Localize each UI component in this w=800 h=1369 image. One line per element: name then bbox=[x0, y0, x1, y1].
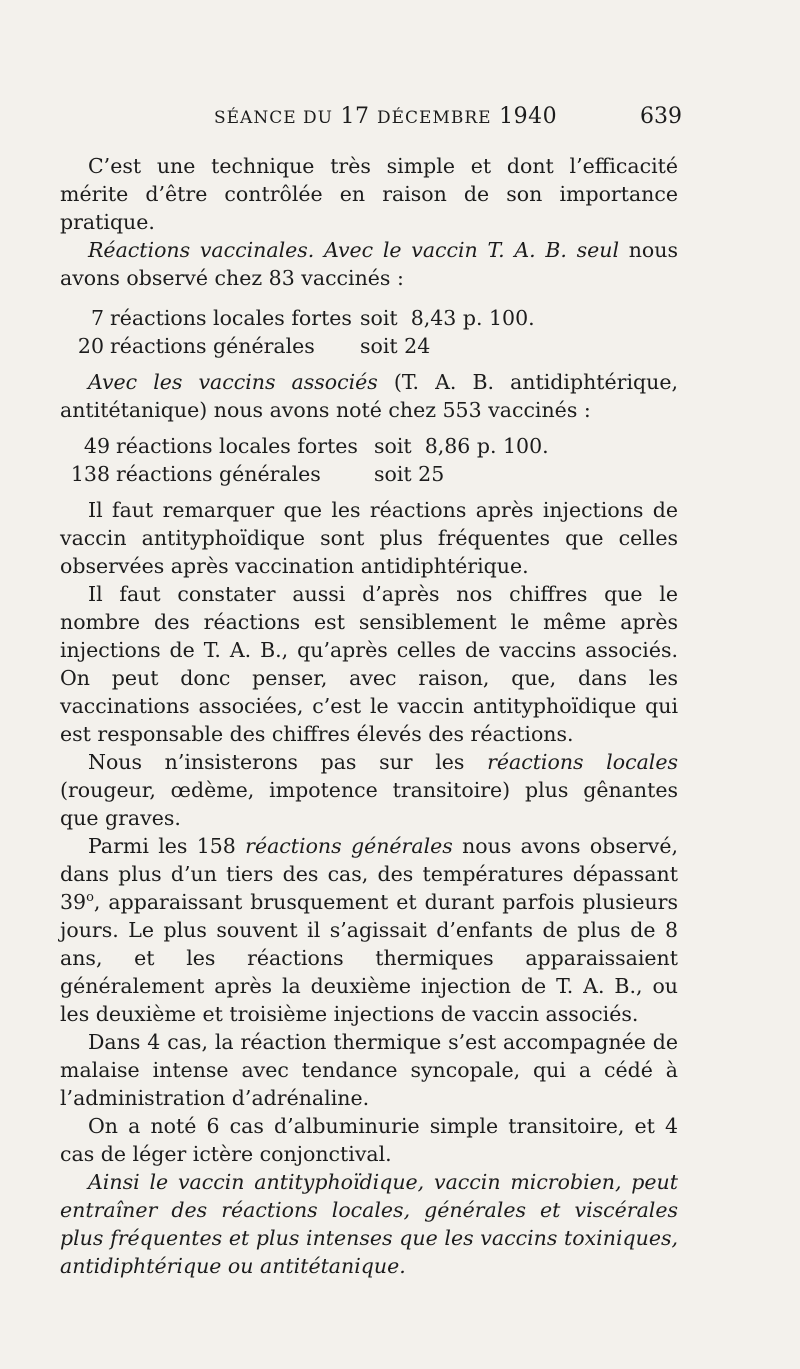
paragraph-9: On a noté 6 cas d’albuminurie simple transitoire, et 4 cas de léger ictère conjonctival. bbox=[60, 1114, 678, 1166]
paragraph-6-text-b: (rougeur, œdème, impotence transitoire) plus gênantes que graves. bbox=[60, 778, 678, 830]
stat-result: soit 25 bbox=[374, 462, 445, 486]
paragraph-1: C’est une technique très simple et dont l’efficacité mérite d’être contrôlée en raison de son importance pratique. bbox=[60, 154, 678, 234]
paragraph-8: Dans 4 cas, la réaction thermique s’est accompagnée de malaise intense avec tendance syncopale, qui a cédé à l’administration d’adrénaline. bbox=[60, 1030, 678, 1110]
stat-line bbox=[60, 304, 678, 332]
stat-label: réactions locales fortes bbox=[110, 306, 352, 330]
running-head bbox=[214, 104, 557, 129]
paragraph-6 bbox=[60, 748, 678, 832]
stat-label: réactions locales fortes bbox=[116, 434, 358, 458]
paragraph-10-italic: Ainsi le vaccin antityphoïdique, vaccin microbien, peut entraîner des réactions locales, générales et viscérales plus fréquentes et plus intenses que les vaccins toxiniques, antidiphtérique ou antitétanique. bbox=[60, 1170, 678, 1278]
stat-label: réactions générales bbox=[110, 334, 315, 358]
paragraph-6-italic: réactions locales bbox=[487, 750, 678, 774]
page-header bbox=[0, 104, 800, 136]
paragraph-4: Il faut remarquer que les réactions après injections de vaccin antityphoïdique sont plus fréquentes que celles observées après vaccination antidiphtérique. bbox=[60, 498, 678, 578]
running-head-day: 17 bbox=[340, 104, 370, 129]
paragraph-7-italic: réactions générales bbox=[245, 834, 453, 858]
stat-label: réactions générales bbox=[116, 462, 321, 486]
paragraph-7-text-c: , apparaissant brusquement et durant parfois plusieurs jours. Le plus souvent il s’agissait d’enfants de plus de 8 ans, et les réactions thermiques apparaissaient généralement après la deuxième injection de T. A. B., ou les deuxième et troisième injections de vaccin associés. bbox=[60, 890, 678, 1026]
stat-line bbox=[60, 332, 678, 360]
stat-result: soit 24 bbox=[360, 334, 431, 358]
paragraph-2 bbox=[60, 236, 678, 292]
paragraph-10 bbox=[60, 1168, 678, 1280]
paragraph-7-text-b: nous avons observé, dans plus d’un tiers des cas, des températures dépassant 39 bbox=[60, 834, 678, 914]
stat-line bbox=[60, 460, 678, 488]
stat-result: soit 8,86 p. 100. bbox=[374, 434, 549, 458]
paragraph-2-italic: Réactions vaccinales. Avec le vaccin T. A. B. seul bbox=[88, 238, 620, 262]
paragraph-3-text: (T. A. B. antidiphtérique, antitétanique) nous avons noté chez 553 vaccinés : bbox=[60, 370, 678, 422]
running-head-year: 1940 bbox=[499, 104, 558, 129]
page-number: 639 bbox=[640, 104, 682, 129]
stat-count: 7 bbox=[90, 306, 104, 330]
stat-line bbox=[60, 432, 678, 460]
paragraph-6-text-a: Nous n’insisterons pas sur les bbox=[88, 750, 488, 774]
running-head-month: DÉCEMBRE bbox=[377, 108, 492, 128]
paragraph-2-text: nous avons observé chez 83 vaccinés : bbox=[60, 238, 678, 290]
degree-superscript: o bbox=[86, 890, 94, 906]
stat-count: 49 bbox=[83, 434, 110, 458]
body-text bbox=[60, 152, 678, 1280]
stat-count: 20 bbox=[77, 334, 104, 358]
paragraph-3-italic: Avec les vaccins associés bbox=[88, 370, 378, 394]
paragraph-3 bbox=[60, 368, 678, 424]
paragraph-7 bbox=[60, 832, 678, 1028]
stats-block-1 bbox=[60, 304, 678, 360]
stat-result: soit 8,43 p. 100. bbox=[360, 306, 535, 330]
stat-count: 138 bbox=[70, 462, 110, 486]
paragraph-5: Il faut constater aussi d’après nos chiffres que le nombre des réactions est sensiblement le même après injections de T. A. B., qu’après celles de vaccins associés. On peut donc penser, avec raison, que, dans les vaccinations associées, c’est le vaccin antityphoïdique qui est responsable des chiffres élevés des réactions. bbox=[60, 582, 678, 746]
paragraph-7-text-a: Parmi les 158 bbox=[88, 834, 246, 858]
stats-block-2 bbox=[60, 432, 678, 488]
running-head-prefix: SÉANCE DU bbox=[214, 108, 333, 128]
